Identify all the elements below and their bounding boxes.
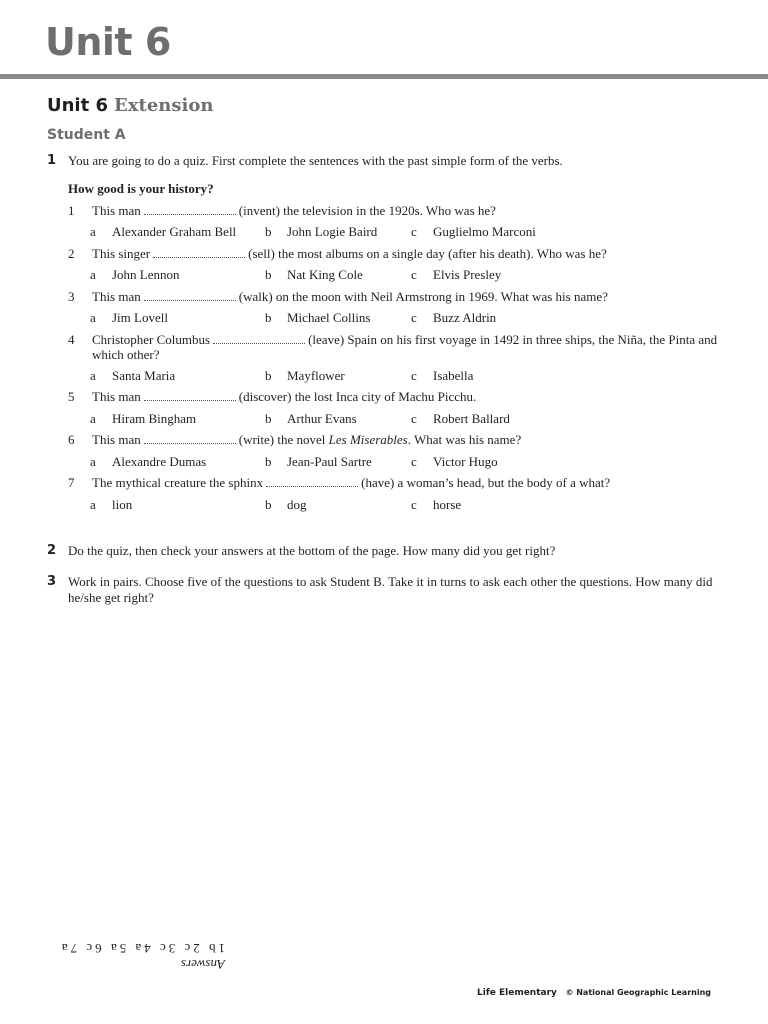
option-c: Buzz Aldrin	[433, 310, 497, 325]
option-letter: c	[411, 411, 417, 426]
option-c: Elvis Presley	[433, 267, 502, 282]
task-instruction: Do the quiz, then check your answers at the bottom of the page. How many did you get right?	[68, 543, 556, 558]
question-lead: This man	[92, 289, 141, 304]
option-letter: a	[90, 310, 96, 325]
question-number: 5	[68, 389, 75, 404]
option-letter: b	[265, 411, 272, 426]
question-rest-end: . What was his name?	[407, 432, 522, 447]
option-b: Nat King Cole	[287, 267, 363, 282]
quiz-title: How good is your history?	[68, 181, 214, 196]
section-title	[47, 94, 213, 116]
option-a: Santa Maria	[112, 368, 176, 383]
task-instruction: You are going to do a quiz. First complete the sentences with the past simple form of the verbs.	[68, 153, 563, 168]
question-rest: (leave) Spain on his first voyage in 1492 in three ships, the Niña, the Pinta and which other?	[92, 332, 718, 362]
student-label: Student A	[47, 127, 126, 143]
answer-blank[interactable]	[144, 390, 236, 401]
question-rest: (have) a woman’s head, but the body of a what?	[361, 475, 611, 490]
task-number: 1	[47, 153, 57, 168]
option-a: Alexander Graham Bell	[112, 224, 237, 239]
option-letter: c	[411, 310, 417, 325]
answer-options	[68, 368, 718, 384]
option-letter: a	[90, 454, 96, 469]
option-letter: c	[411, 224, 417, 239]
question-lead: This man	[92, 432, 141, 447]
question-number: 7	[68, 475, 75, 490]
answer-options	[68, 454, 718, 470]
question-lead: This man	[92, 389, 141, 404]
task-number: 3	[47, 574, 57, 589]
question-number: 6	[68, 432, 75, 447]
option-c: Isabella	[433, 368, 474, 383]
question-rest: (sell) the most albums on a single day (after his death). Who was he?	[248, 246, 607, 261]
footer-copyright: © National Geographic Learning	[565, 988, 711, 997]
option-letter: b	[265, 224, 272, 239]
option-letter: c	[411, 267, 417, 282]
option-letter: c	[411, 368, 417, 383]
answer-blank[interactable]	[153, 247, 245, 258]
option-b: Michael Collins	[287, 310, 371, 325]
option-letter: c	[411, 497, 417, 512]
option-letter: b	[265, 497, 272, 512]
option-b: Jean-Paul Sartre	[287, 454, 372, 469]
question-number: 1	[68, 203, 75, 218]
footer-brand: Life Elementary	[477, 988, 557, 998]
answer-blank[interactable]	[144, 204, 236, 215]
option-b: Mayflower	[287, 368, 345, 383]
question-number: 4	[68, 332, 75, 347]
option-letter: b	[265, 267, 272, 282]
option-letter: a	[90, 368, 96, 383]
question-number: 3	[68, 289, 75, 304]
task-number: 2	[47, 543, 57, 558]
unit-header: Unit 6	[45, 20, 171, 64]
option-b: Arthur Evans	[287, 411, 357, 426]
option-letter: b	[265, 454, 272, 469]
question-rest: (discover) the lost Inca city of Machu Picchu.	[238, 389, 477, 404]
answer-blank[interactable]	[144, 290, 236, 301]
option-c: Victor Hugo	[433, 454, 498, 469]
answer-options	[68, 497, 718, 513]
option-a: lion	[112, 497, 133, 512]
novel-title: Les Miserables	[328, 432, 408, 447]
option-a: Jim Lovell	[112, 310, 168, 325]
section-unit: Unit 6	[47, 95, 108, 116]
answers-title: Answers	[180, 957, 225, 972]
question-number: 2	[68, 246, 75, 261]
question-lead: The mythical creature the sphinx	[92, 475, 264, 490]
option-letter: b	[265, 368, 272, 383]
upside-down-answers	[45, 940, 225, 972]
question-lead: This singer	[92, 246, 151, 261]
answer-options	[68, 224, 718, 240]
question-rest: (invent) the television in the 1920s. Who was he?	[238, 203, 496, 218]
option-a: Hiram Bingham	[112, 411, 197, 426]
question-lead: Christopher Columbus	[92, 332, 211, 347]
answer-options	[68, 310, 718, 326]
answer-blank[interactable]	[266, 476, 358, 487]
option-c: horse	[433, 497, 462, 512]
option-letter: a	[90, 224, 96, 239]
option-c: Guglielmo Marconi	[433, 224, 536, 239]
option-letter: a	[90, 411, 96, 426]
option-letter: a	[90, 267, 96, 282]
question-rest: (walk) on the moon with Neil Armstrong in 1969. What was his name?	[238, 289, 608, 304]
option-letter: b	[265, 310, 272, 325]
option-b: John Logie Baird	[287, 224, 378, 239]
answer-blank[interactable]	[144, 433, 236, 444]
option-a: John Lennon	[112, 267, 180, 282]
footer	[477, 988, 711, 998]
option-c: Robert Ballard	[433, 411, 510, 426]
question-lead: This man	[92, 203, 141, 218]
option-a: Alexandre Dumas	[112, 454, 207, 469]
option-letter: c	[411, 454, 417, 469]
header-rule	[0, 74, 768, 79]
answer-options	[68, 267, 718, 283]
answer-options	[68, 411, 718, 427]
section-extension: Extension	[114, 95, 214, 116]
question-rest: (write) the novel	[238, 432, 329, 447]
option-b: dog	[287, 497, 307, 512]
task-instruction: Work in pairs. Choose five of the questions to ask Student B. Take it in turns to ask each other the questions. How many did he/she get right?	[68, 574, 713, 605]
answer-blank[interactable]	[213, 333, 305, 344]
option-letter: a	[90, 497, 96, 512]
answers-list: 1b 2c 3c 4a 5a 6c 7a	[58, 941, 225, 956]
